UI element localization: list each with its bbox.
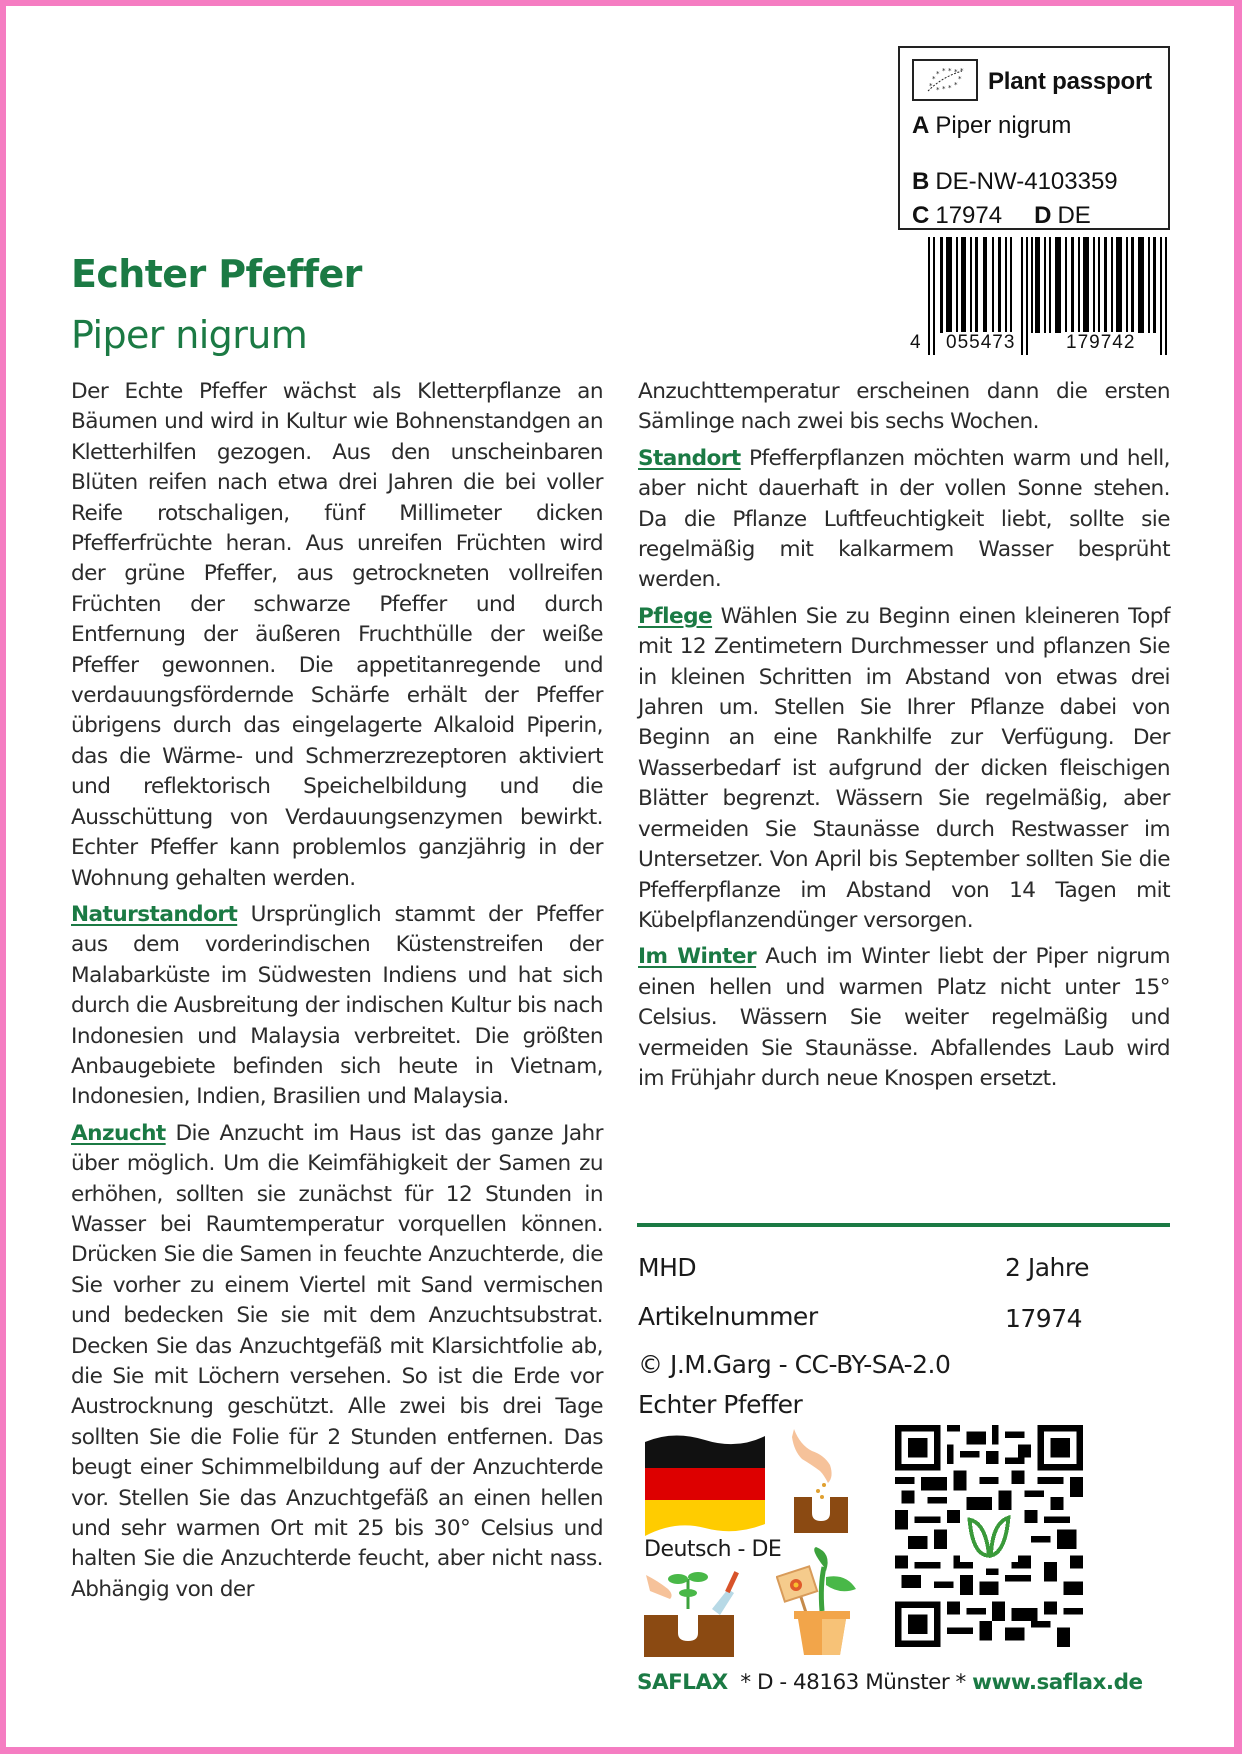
svg-text:*: * <box>958 75 962 83</box>
germany-flag-icon <box>643 1432 767 1538</box>
anzucht-continued <box>638 377 1170 438</box>
anzucht-heading: Anzucht <box>71 1120 166 1146</box>
product-title: Echter Pfeffer <box>71 252 362 296</box>
svg-text:*: * <box>960 67 964 75</box>
barcode-right-digits: 179742 <box>1066 332 1136 353</box>
language-label: Deutsch - DE <box>644 1537 782 1562</box>
passport-title: Plant passport <box>988 68 1152 95</box>
naturstandort-heading: Naturstandort <box>71 901 238 927</box>
sowing-seeds-icon <box>790 1425 852 1535</box>
svg-text:*: * <box>942 67 946 75</box>
latin-name: Piper nigrum <box>71 313 308 357</box>
naturstandort-paragraph <box>71 900 603 1113</box>
intro-text: Der Echte Pfeffer wächst als Kletterpflanze an Bäumen und wird in Kultur wie Bohnenstandgen an Kletterhilfen gezogen. Aus den unscheinbaren Blüten reifen nach etwa drei Jahren die bei voller Reife rotschaligen, fünf Millimeter dicken Pfefferfrüchte heran. Aus unreifen Früchten wird der grüne Pfeffer, aus getrockneten vollreifen Früchten der schwarze Pfeffer und durch Entfernung der äußeren Fruchthülle der weiße Pfeffer gewonnen. Die appetitanregende und verdauungsfördernde Schärfe erhält der Pfeffer übrigens durch das eingelagerte Alkaloid Piperin, das die Wärme- und Schmerzrezeptoren aktiviert und reflektorisch Speichelbildung und die Ausschüttung von Verdauungsenzymen bewirkt. Echter Pfeffer kann problemlos ganzjährig in der Wohnung gehalten werden. <box>71 379 603 891</box>
pflege-paragraph <box>638 602 1170 936</box>
standort-text: Pfefferpflanzen möchten warm und hell, aber nicht dauerhaft in der vollen Sonne stehen. Da die Pflanze Luftfeuchtigkeit liebt, sollte sie regelmäßig mit kalkarmem Wasser besprüht werden. <box>638 445 1170 593</box>
address: * D - 48163 Münster * <box>727 1670 973 1695</box>
barcode-left-digits: 055473 <box>946 332 1016 353</box>
svg-text:*: * <box>948 84 952 92</box>
divider-rule <box>637 1223 1170 1227</box>
svg-text:*: * <box>929 82 933 90</box>
barcode-lead-digit: 4 <box>910 332 921 353</box>
winter-heading: Im Winter <box>638 944 757 970</box>
naturstandort-text: Ursprünglich stammt der Pfeffer aus dem vorderindischen Küstenstreifen der Malabarküste im Südwesten Indiens und hat sich durch die Ausbreitung der indischen Kultur bis nach Indonesien und Malaysia verbreitet. Die größten Anbaugebiete befinden sich heute in Vietnam, Indonesien, Indien, Brasilien und Malaysia. <box>71 901 603 1110</box>
right-column <box>638 377 1170 1100</box>
passport-key: D <box>1034 202 1052 229</box>
passport-row-b <box>912 168 1118 196</box>
passport-row-cd <box>912 202 1091 230</box>
winter-paragraph <box>638 942 1170 1094</box>
svg-text:*: * <box>932 75 936 83</box>
passport-key: C <box>912 202 930 229</box>
eu-organic-leaf-icon <box>912 59 978 101</box>
pflege-text: Wählen Sie zu Beginn einen kleineren Topf mit 12 Zentimetern Durchmesser und pflanzen Sie in kleinen Schritten im Abstand von etwas drei Jahren um. Stellen Sie Ihrer Pflanze dabei von Beginn an eine Rankhilfe zur Verfügung. Der Wasserbedarf ist aufgrund der dicken fleischigen Blätter begrenzt. Wässern Sie regelmäßig, aber vermeiden Sie Staunässe durch Restwasser im Untersetzer. Von April bis September sollten Sie die Pfefferpflanze im Abstand von 14 Tagen mit Kübelpflanzendünger versorgen. <box>638 603 1170 933</box>
brand-name: SAFLAX <box>637 1670 728 1695</box>
anzucht-text: Die Anzucht im Haus ist das ganze Jahr über möglich. Um die Keimfähigkeit der Samen zu erhöhen, sollten sie zunächst für 12 Stunden in Wasser bei Raumtemperatur vorquellen können. Drücken Sie die Samen in feuchte Anzuchterde, die Sie vorher zu einem Viertel mit Sand vermischen und bedecken Sie sie mit dem Anzuchtsubstrat. Decken Sie das Anzuchtgefäß mit Klarsichtfolie ab, die Sie mit Löchern versehen. So ist die Erde vor Austrocknung geschützt. Alle zwei bis drei Tage sollten Sie die Folie für 2 Stunden entfernen. Das beugt einer Schimmelbildung auf der Anzuchterde vor. Stellen Sie das Anzuchtgefäß an einen hellen und sehr warmen Ort mit 25 bis 30° Celsius und halten Sie die Anzuchterde feucht, aber nicht nass. Abhängig von der <box>71 1120 603 1602</box>
winter-text: Auch im Winter liebt der Piper nigrum einen hellen und warmen Platz nicht unter 15° Celsius. Wässern Sie weiter regelmäßig und vermeiden Sie Staunässe. Abfallendes Laub wird im Frühjahr durch neue Knospen ersetzt. <box>638 944 1170 1091</box>
product-name-small: Echter Pfeffer <box>638 1390 803 1419</box>
svg-text:*: * <box>936 70 940 78</box>
passport-value: DE <box>1057 202 1091 229</box>
intro-paragraph <box>71 377 603 894</box>
planting-seedling-icon <box>644 1565 744 1657</box>
mhd-value: 2 Jahre <box>1005 1253 1089 1282</box>
passport-value: Piper nigrum <box>935 112 1072 139</box>
svg-text:*: * <box>954 68 958 76</box>
passport-key: A <box>912 112 930 139</box>
pflege-heading: Pflege <box>638 603 713 629</box>
standort-paragraph <box>638 444 1170 596</box>
plant-passport <box>898 46 1170 230</box>
footer <box>637 1670 1143 1695</box>
potted-sprout-icon <box>776 1545 860 1657</box>
passport-key: B <box>912 168 930 195</box>
mhd-label: MHD <box>638 1253 697 1282</box>
passport-value: DE-NW-4103359 <box>935 168 1118 195</box>
passport-row-a <box>912 112 1071 140</box>
passport-value: 17974 <box>935 202 1003 229</box>
website-link[interactable]: www.saflax.de <box>972 1670 1143 1695</box>
anzucht-paragraph <box>71 1119 603 1606</box>
anzucht-cont-text: Anzuchttemperatur erscheinen dann die ersten Sämlinge nach zwei bis sechs Wochen. <box>638 379 1170 435</box>
svg-text:*: * <box>954 81 958 89</box>
article-number-label: Artikelnummer <box>638 1302 818 1331</box>
left-column <box>71 377 603 1611</box>
svg-text:*: * <box>942 85 946 93</box>
svg-text:*: * <box>948 67 952 75</box>
article-number-value: 17974 <box>1005 1304 1083 1333</box>
svg-text:*: * <box>936 86 940 94</box>
standort-heading: Standort <box>638 445 741 471</box>
qr-code-icon[interactable] <box>895 1425 1083 1647</box>
photo-copyright: © J.M.Garg - CC-BY-SA-2.0 <box>638 1350 951 1379</box>
